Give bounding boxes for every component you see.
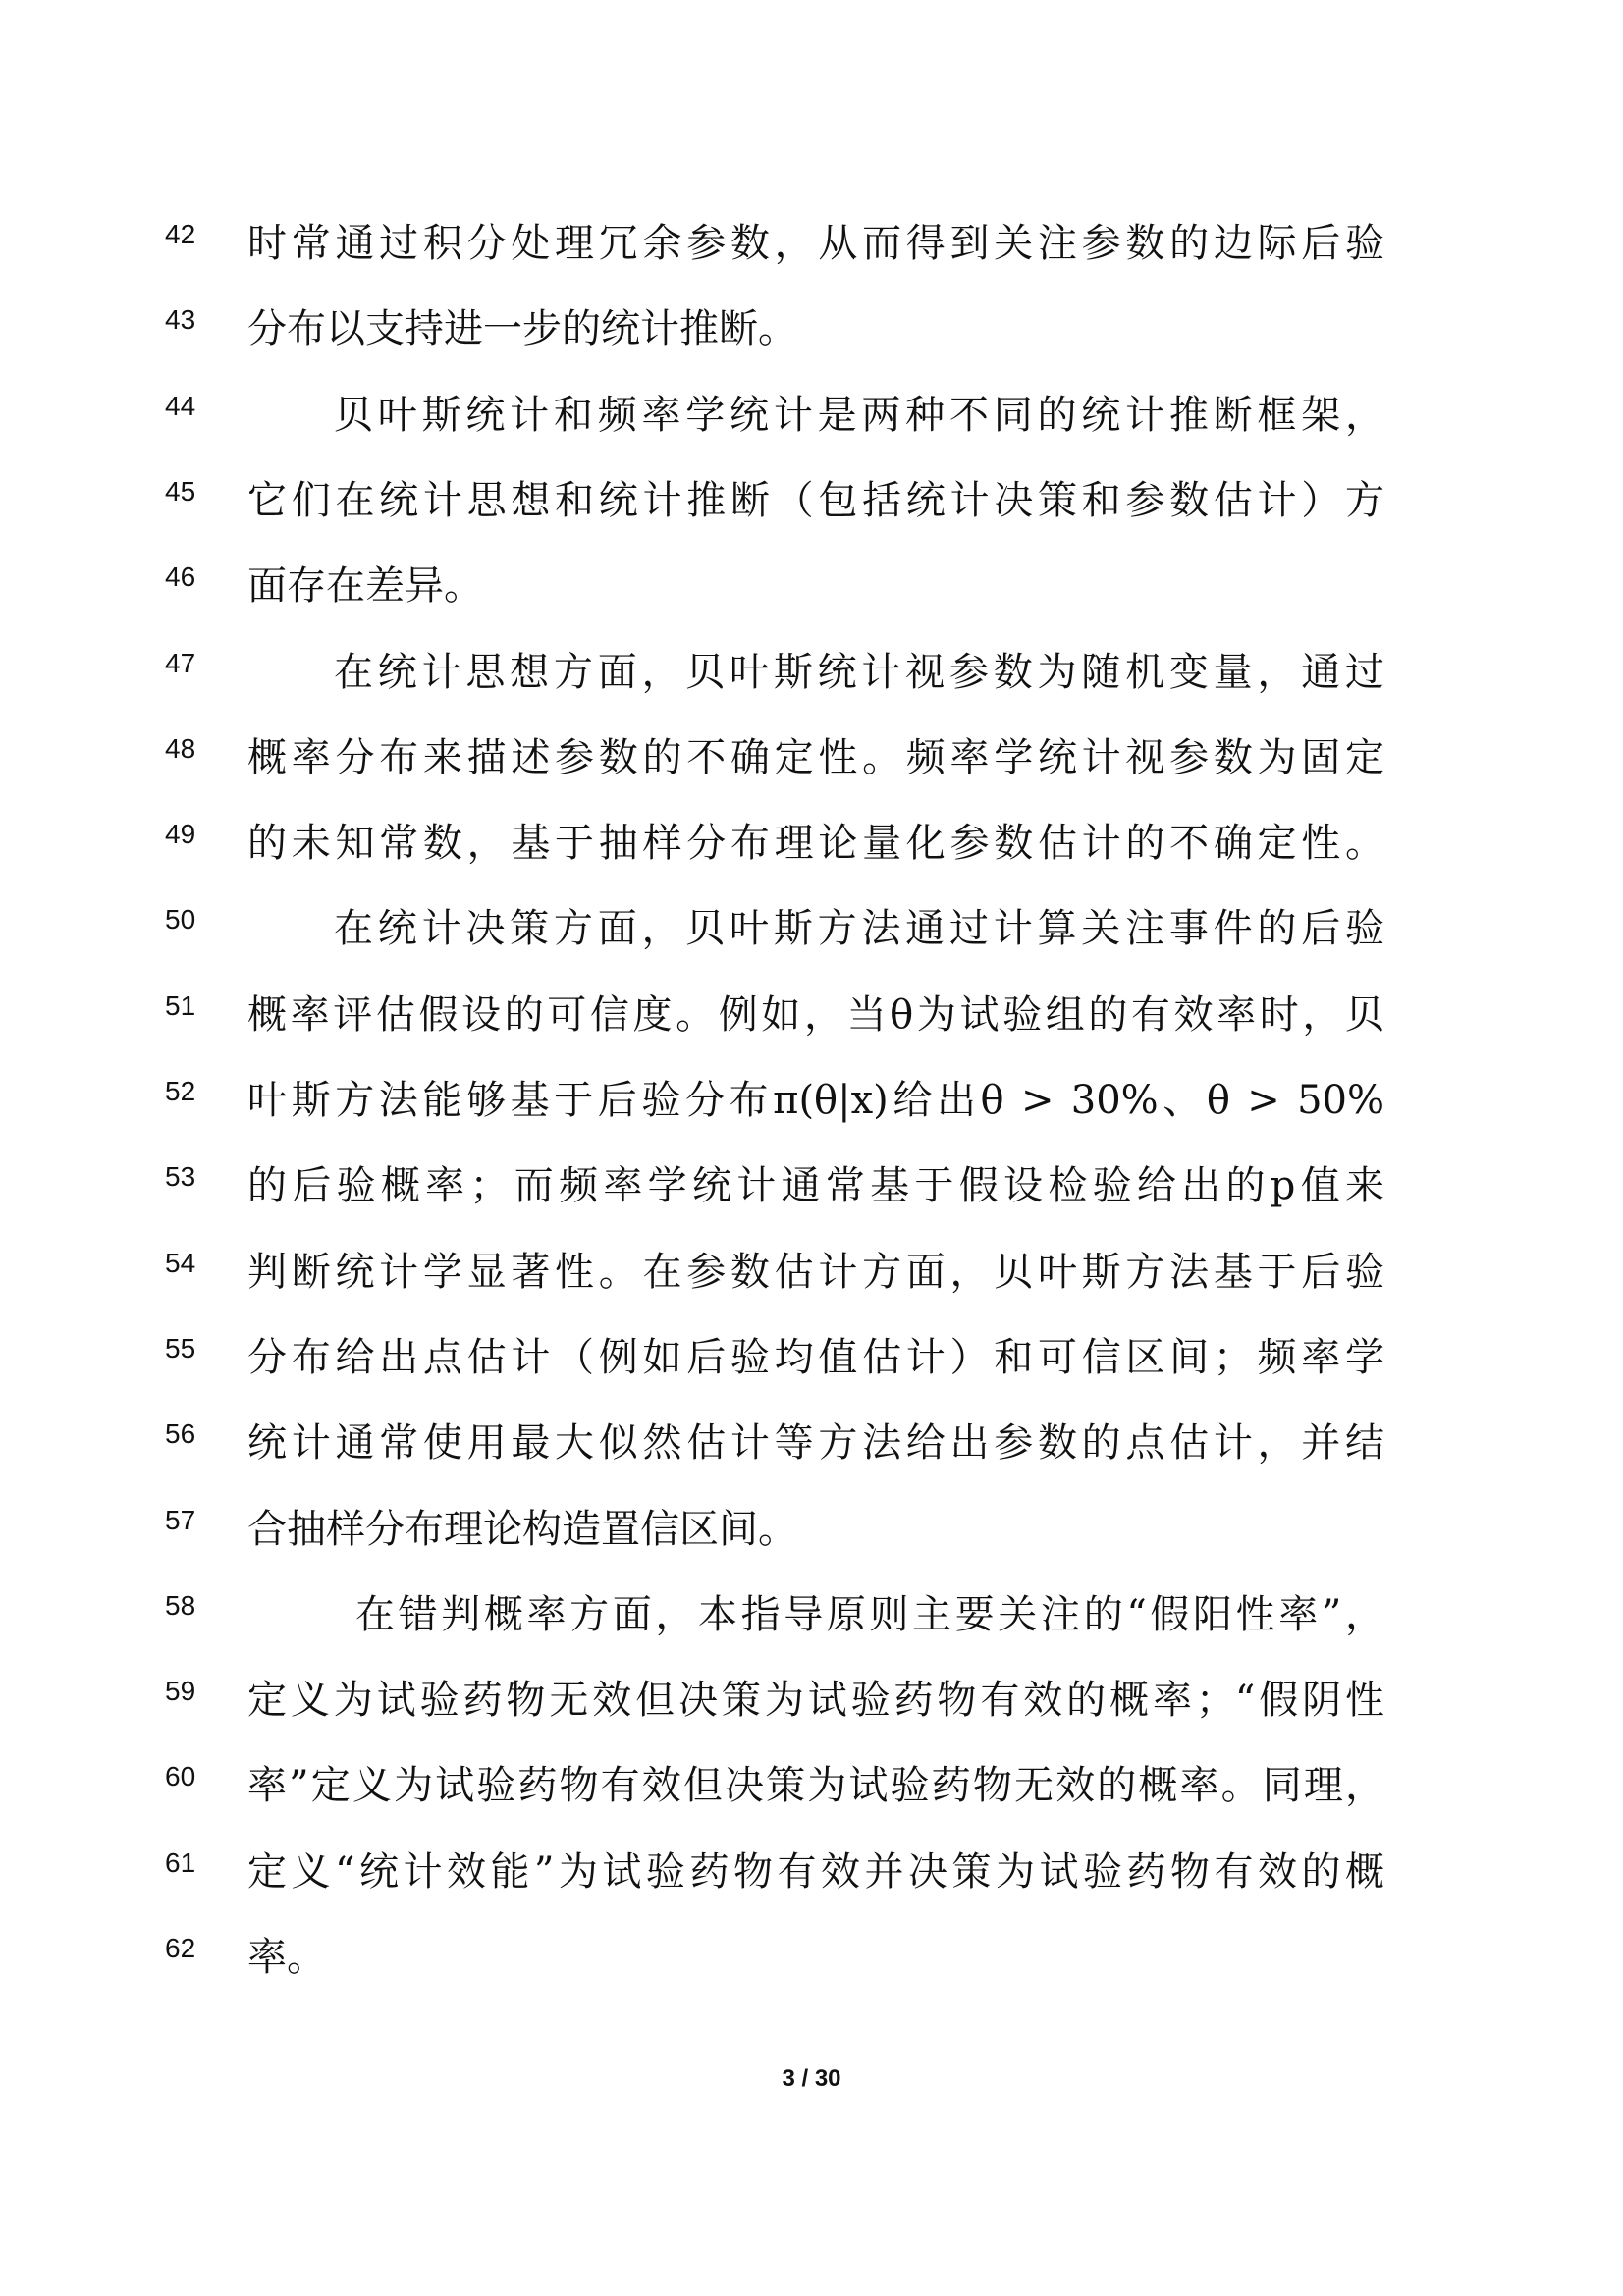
document-line — [0, 801, 1623, 886]
line-text: 合抽样分布理论构造置信区间。 — [247, 1506, 797, 1552]
line-number: 48 — [165, 732, 196, 764]
line-text: 率”定义为试验药物有效但决策为试验药物无效的概率。同理， — [247, 1763, 1384, 1809]
line-number: 61 — [165, 1846, 196, 1878]
line-number: 44 — [165, 390, 196, 421]
document-line — [0, 287, 1623, 372]
document-line — [0, 201, 1623, 287]
document-line — [0, 1487, 1623, 1573]
line-number: 54 — [165, 1247, 196, 1278]
document-line — [0, 1315, 1623, 1401]
line-text: 定义“统计效能”为试验药物有效并决策为试验药物有效的概 — [247, 1848, 1384, 1895]
line-text: 概率评估假设的可信度。例如，当θ为试验组的有效率时，贝 — [247, 991, 1384, 1038]
line-number: 42 — [165, 219, 196, 249]
line-number: 43 — [165, 304, 196, 336]
line-number: 49 — [165, 819, 196, 850]
document-line — [0, 1230, 1623, 1315]
line-text: 贝叶斯统计和频率学统计是两种不同的统计推断框架， — [334, 392, 1384, 438]
line-number: 57 — [165, 1504, 196, 1535]
line-number: 53 — [165, 1161, 196, 1193]
document-line — [0, 716, 1623, 801]
line-text: 率。 — [247, 1935, 326, 1980]
line-text: 分布以支持进一步的统计推断。 — [247, 306, 797, 352]
document-line — [0, 1915, 1623, 2001]
line-text: 它们在统计思想和统计推断（包括统计决策和参数估计）方 — [247, 477, 1384, 523]
line-number: 58 — [165, 1589, 196, 1621]
document-line — [0, 1658, 1623, 1743]
line-text: 在错判概率方面，本指导原则主要关注的“假阳性率”， — [355, 1591, 1384, 1637]
line-text: 分布给出点估计（例如后验均值估计）和可信区间；频率学 — [247, 1334, 1384, 1380]
line-number: 56 — [165, 1418, 196, 1450]
line-text: 的后验概率；而频率学统计通常基于假设检验给出的p值来 — [247, 1163, 1384, 1209]
document-line — [0, 630, 1623, 716]
line-number: 45 — [165, 475, 196, 507]
line-text: 时常通过积分处理冗余参数，从而得到关注参数的边际后验 — [247, 221, 1384, 266]
document-line — [0, 1401, 1623, 1486]
document-line — [0, 544, 1623, 629]
document-line — [0, 1830, 1623, 1915]
line-text: 在统计决策方面，贝叶斯方法通过计算关注事件的后验 — [334, 906, 1384, 952]
document-line — [0, 458, 1623, 544]
line-number: 51 — [165, 989, 196, 1021]
document-line — [0, 1743, 1623, 1829]
line-text: 判断统计学显著性。在参数估计方面，贝叶斯方法基于后验 — [247, 1249, 1384, 1295]
line-number: 59 — [165, 1676, 196, 1707]
line-number: 50 — [165, 904, 196, 935]
document-line — [0, 1058, 1623, 1144]
line-text: 在统计思想方面，贝叶斯统计视参数为随机变量，通过 — [334, 649, 1384, 695]
line-text: 叶斯方法能够基于后验分布π(θ|x)给出θ > 30%、θ > 50% — [247, 1078, 1384, 1123]
document-line — [0, 1144, 1623, 1229]
line-text: 的未知常数，基于抽样分布理论量化参数估计的不确定性。 — [247, 821, 1384, 867]
line-text: 统计通常使用最大似然估计等方法给出参数的点估计，并结 — [247, 1420, 1384, 1467]
line-text: 概率分布来描述参数的不确定性。频率学统计视参数为固定 — [247, 734, 1384, 780]
line-number: 46 — [165, 561, 196, 593]
line-number: 62 — [165, 1933, 196, 1963]
page-number: 3 / 30 — [782, 2065, 841, 2092]
line-text: 定义为试验药物无效但决策为试验药物有效的概率；“假阴性 — [247, 1678, 1384, 1724]
line-number: 52 — [165, 1076, 196, 1106]
line-number: 60 — [165, 1761, 196, 1792]
line-text: 面存在差异。 — [247, 563, 483, 610]
document-line — [0, 1573, 1623, 1658]
line-number: 47 — [165, 647, 196, 678]
document-line — [0, 886, 1623, 972]
line-number: 55 — [165, 1332, 196, 1363]
document-line — [0, 973, 1623, 1058]
document-line — [0, 373, 1623, 458]
